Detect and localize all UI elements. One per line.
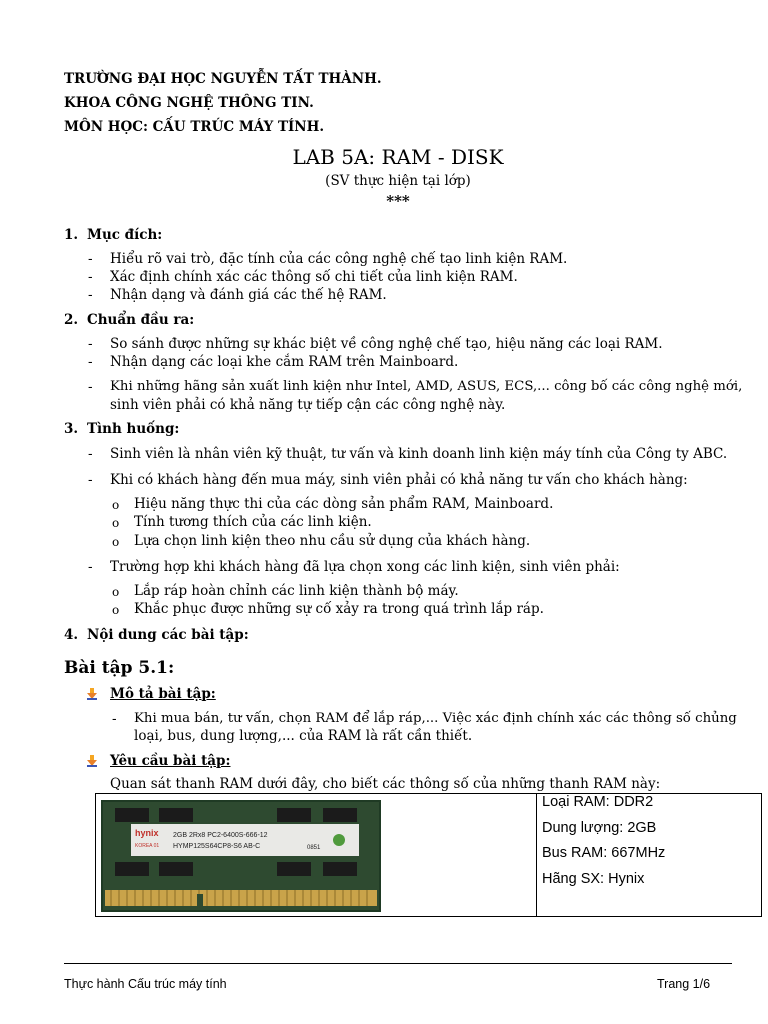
dash-marker: - [112,711,117,727]
list-item: Khi những hãng sản xuất linh kiện như Intel, AMD, ASUS, ECS,... công bố các công nghệ mới, [110,379,743,394]
dash-marker: - [88,354,93,370]
ram-label-line2: HYMP125S64CP8-S6 AB-C [173,843,261,850]
sub-list-item: Hiệu năng thực thi của các dòng sản phẩm RAM, Mainboard. [134,496,554,512]
list-item: Sinh viên là nhân viên kỹ thuật, tư vấn và kinh doanh linh kiện máy tính của Công ty ABC. [110,446,728,462]
list-item: So sánh được những sự khác biệt về công nghệ chế tạo, hiệu năng các loại RAM. [110,336,663,352]
page-subtitle: (SV thực hiện tại lớp) [325,173,471,189]
description-text: Khi mua bán, tư vấn, chọn RAM để lắp ráp,... Việc xác định chính xác các thông số chủng [134,711,737,726]
circle-bullet: o [112,516,120,530]
dash-marker: - [88,251,93,267]
sub-list-item: Lựa chọn linh kiện theo nhu cầu sử dụng của khách hàng. [134,533,531,549]
list-item: Nhận dạng và đánh giá các thế hệ RAM. [110,287,387,303]
spec-maker: Hãng SX: Hynix [542,871,645,887]
exercise-title: Bài tập 5.1: [64,658,175,678]
dash-marker: - [88,336,93,352]
section-4-number: 4. [64,627,79,643]
dash-marker: - [88,287,93,303]
ram-label-line1: 2GB 2Rx8 PC2-6400S-666-12 [173,832,268,839]
section-3-number: 3. [64,421,79,437]
spec-ram-type: Loại RAM: DDR2 [542,794,654,810]
arrow-bullet-icon [87,688,97,700]
ram-brand: hynix [135,828,159,838]
arrow-bullet-icon [87,755,97,767]
course-name: MÔN HỌC: CẤU TRÚC MÁY TÍNH. [64,119,325,135]
requirement-text: Quan sát thanh RAM dưới đây, cho biết các thông số của những thanh RAM này: [110,776,661,792]
dash-marker: - [88,559,93,575]
ram-stick-image [101,800,381,912]
list-item: Khi có khách hàng đến mua máy, sinh viên phải có khả năng tư vấn cho khách hàng: [110,472,688,488]
page-title: LAB 5A: RAM - DISK [292,145,504,169]
faculty-name: KHOA CÔNG NGHỆ THÔNG TIN. [64,95,314,111]
page-number: Trang 1/6 [657,977,711,991]
circle-bullet: o [112,585,120,599]
spec-bus: Bus RAM: 667MHz [542,845,666,861]
list-item: Hiểu rõ vai trò, đặc tính của các công nghệ chế tạo linh kiện RAM. [110,251,568,267]
eco-logo-icon [333,834,345,846]
ram-origin: KOREA 01 [135,843,160,849]
dash-marker: - [88,269,93,285]
list-item: Trường hợp khi khách hàng đã lựa chọn xong các linh kiện, sinh viên phải: [110,559,620,575]
sub-list-item: Tính tương thích của các linh kiện. [134,514,372,530]
ram-code: 0851 [307,845,321,851]
footer-course: Thực hành Cấu trúc máy tính [64,977,227,991]
section-2-number: 2. [64,312,79,328]
requirement-label: Yêu cầu bài tập: [110,753,231,769]
description-text-continuation: loại, bus, dung lượng,... của RAM là rất cần thiết. [134,728,473,744]
circle-bullet: o [112,498,120,512]
dash-marker: - [88,472,93,488]
section-1-title: Mục đích: [87,227,163,243]
circle-bullet: o [112,535,120,549]
list-item: Xác định chính xác các thông số chi tiết của linh kiện RAM. [110,269,518,285]
sub-list-item: Lắp ráp hoàn chỉnh các linh kiện thành bộ máy. [134,583,459,599]
title-stars: *** [386,192,410,210]
section-4-title: Nội dung các bài tập: [87,627,249,643]
section-2-title: Chuẩn đầu ra: [87,312,195,328]
description-label: Mô tả bài tập: [110,686,216,702]
spec-capacity: Dung lượng: 2GB [542,820,657,836]
section-3-title: Tình huống: [87,421,180,437]
sub-list-item: Khắc phục được những sự cố xảy ra trong quá trình lắp ráp. [134,601,544,617]
circle-bullet: o [112,603,120,617]
list-item: Nhận dạng các loại khe cắm RAM trên Mainboard. [110,354,459,370]
dash-marker: - [88,379,93,395]
university-name: TRƯỜNG ĐẠI HỌC NGUYỄN TẤT THÀNH. [64,71,382,87]
footer-divider [64,963,732,964]
section-1-number: 1. [64,227,79,243]
dash-marker: - [88,446,93,462]
list-item-continuation: sinh viên phải có khả năng tự tiếp cận các công nghệ này. [110,397,506,413]
